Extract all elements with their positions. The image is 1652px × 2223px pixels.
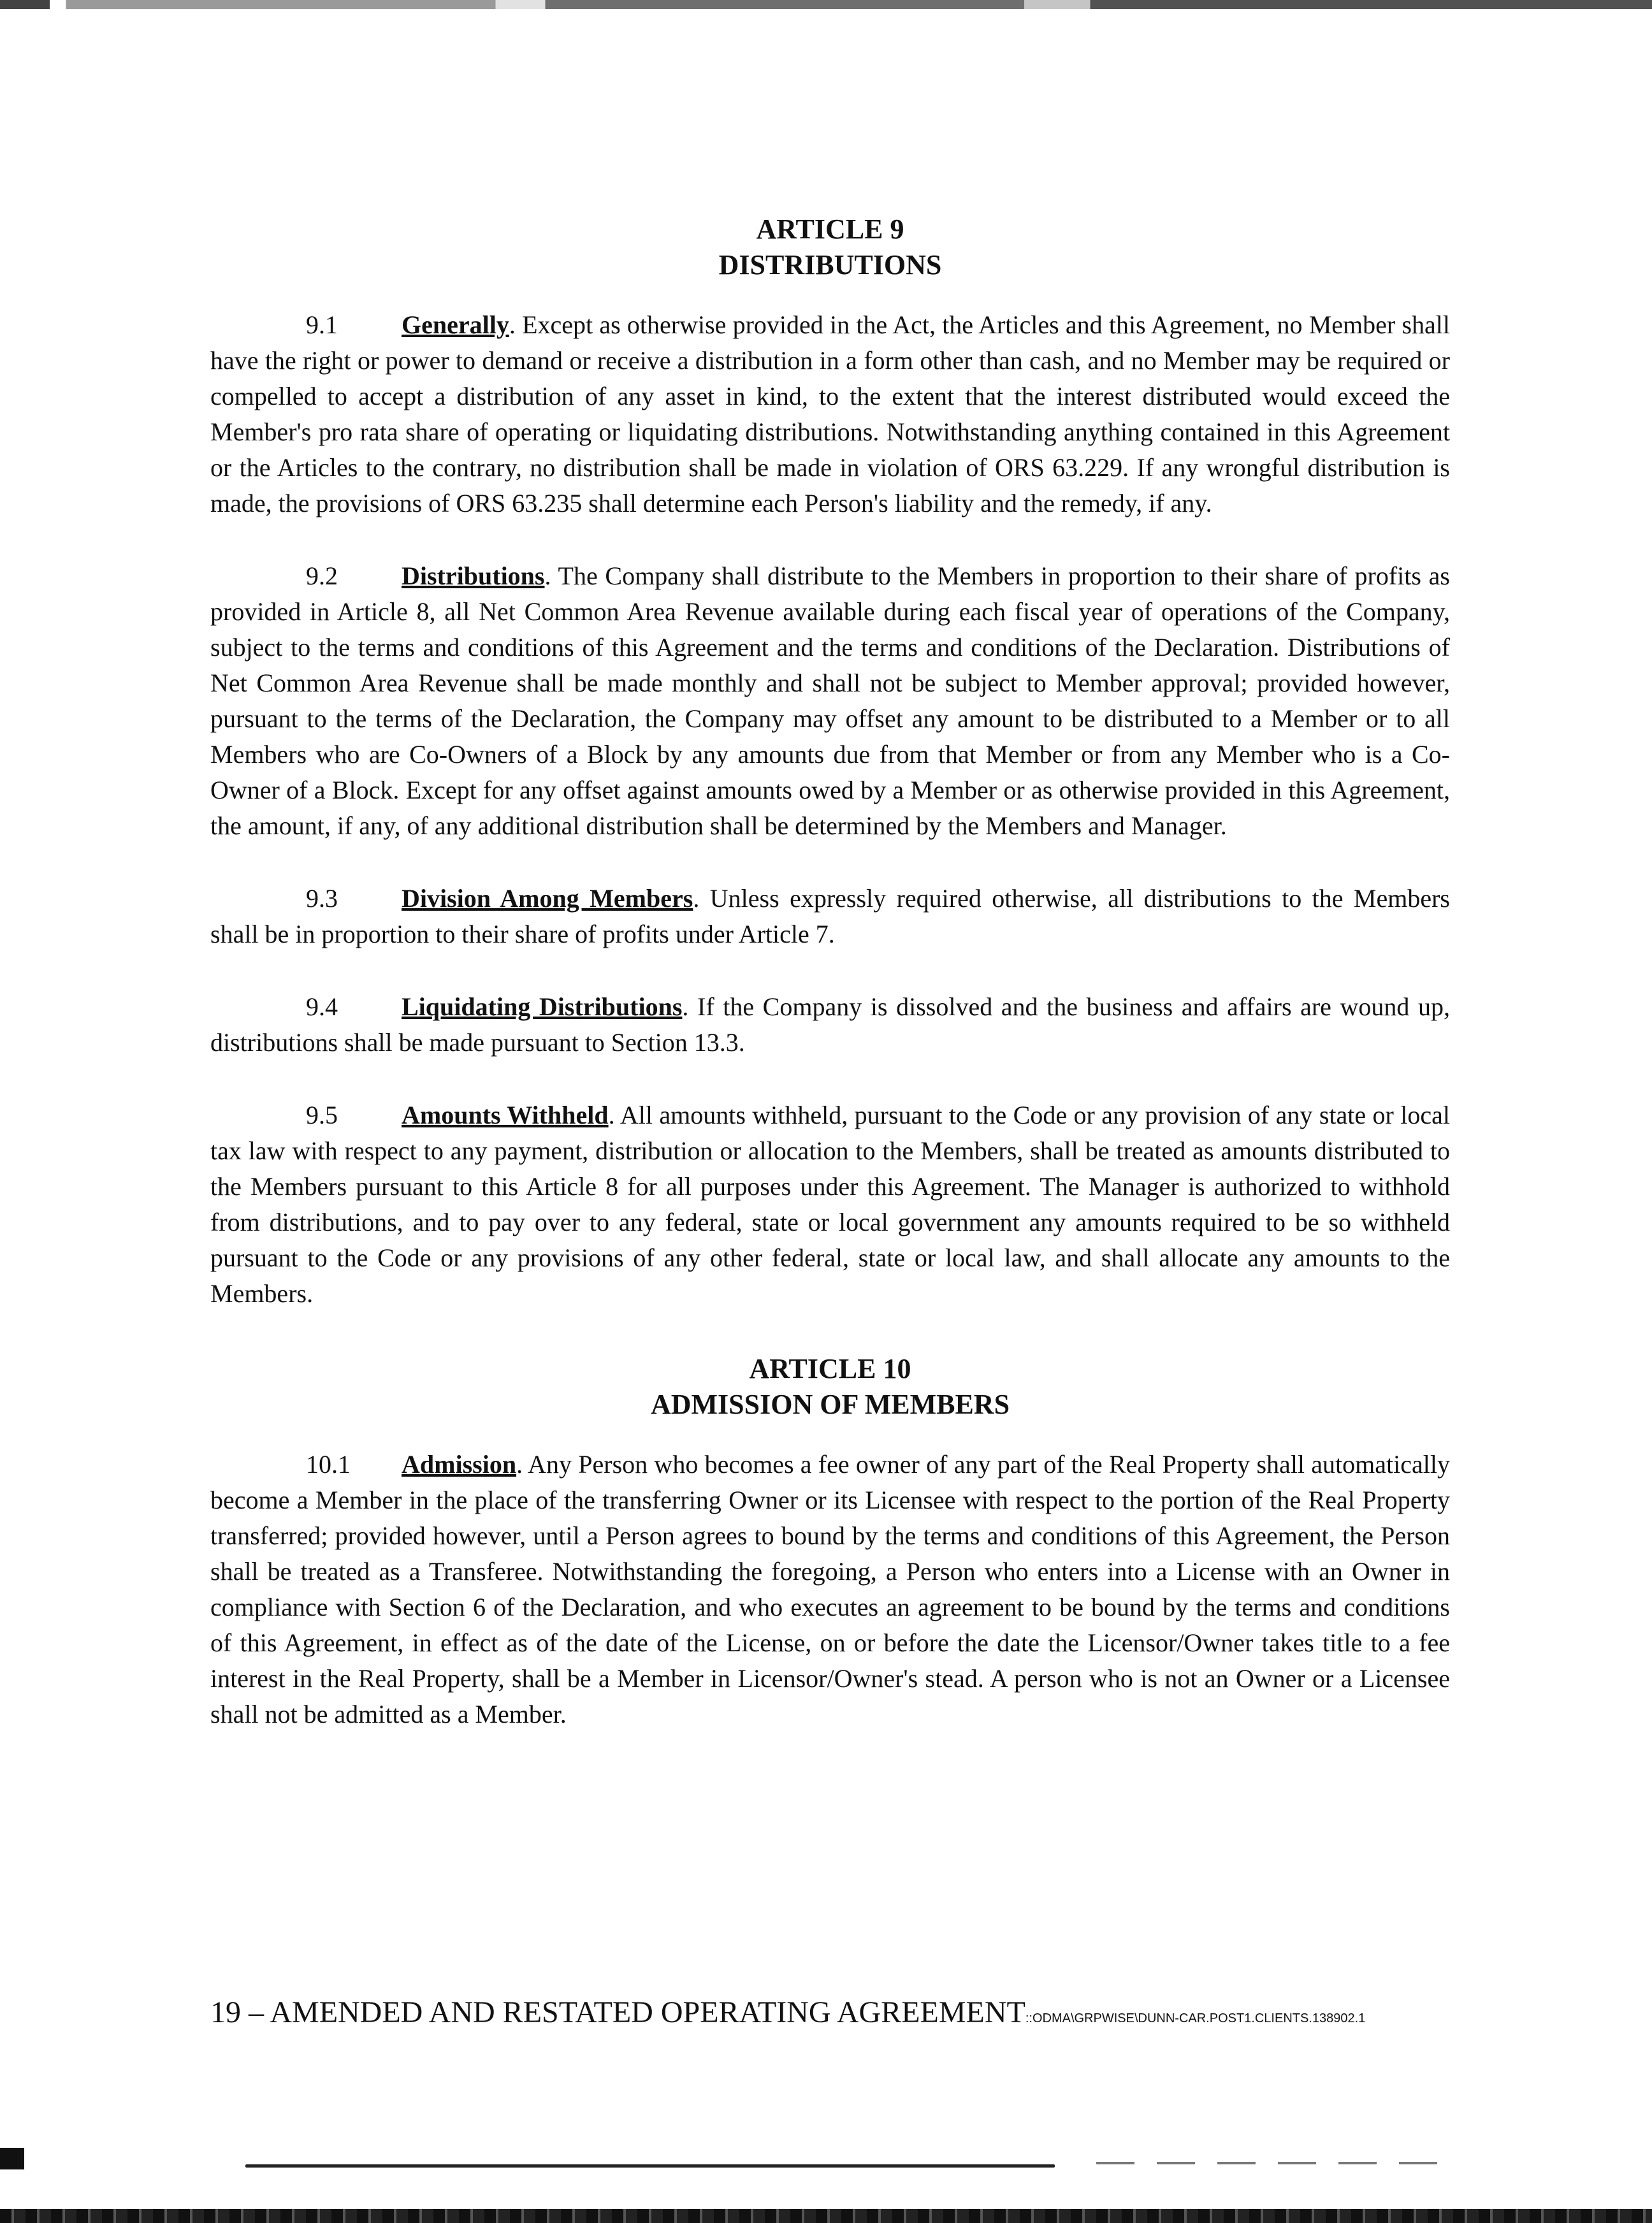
section-number: 9.2 [306, 561, 338, 590]
article-number: ARTICLE 10 [749, 1353, 911, 1384]
section-10-1: 10.1 Admission. Any Person who becomes a fee owner of any part of the Real Property shall automatically become a Member in the place of the transferring Owner or its Licensee with respect to the portion of the Real Property transferred; provided however, until a Person agrees to bound by the terms and conditions of this Agreement, the Person shall be treated as a Transferee. Notwithstanding the foregoing, a Person who enters into a License with an Owner in compliance with Section 6 of the Declaration, and who executes an agreement to be bound by the terms and conditions of this Agreement, in effect as of the date of the License, on or before the date the Licensor/Owner takes title to a fee interest in the Real Property, shall be a Member in Licensor/Owner's stead. A person who is not an Owner or a Licensee shall not be admitted as a Member. [210, 1447, 1450, 1732]
scan-edge-bottom [0, 2209, 1652, 2223]
section-text: If the Company is dissolved and the business and affairs are wound up, distributions shall be made pursuant to Section 13.3. [210, 992, 1450, 1057]
section-number: 9.3 [306, 884, 338, 913]
scan-mark [0, 2148, 24, 2169]
section-9-1: 9.1 Generally. Except as otherwise provided in the Act, the Articles and this Agreement, no Member shall have the right or power to demand or receive a distribution in a form other than cash, and no Member may be required or compelled to accept a distribution of any asset in kind, to the extent that the interest distributed would exceed the Member's pro rata share of operating or liquidating distributions. Notwithstanding anything contained in this Agreement or the Articles to the contrary, no distribution shall be made in violation of ORS 63.229. If any wrongful distribution is made, the provisions of ORS 63.235 shall determine each Person's liability and the remedy, if any. [210, 307, 1450, 521]
scan-rule [245, 2164, 1055, 2168]
document-page [210, 0, 1450, 1758]
section-9-2: 9.2 Distributions. The Company shall distribute to the Members in proportion to their share of profits as provided in Article 8, all Net Common Area Revenue available during each fiscal year of operations of the Company, subject to the terms and conditions of this Agreement and the terms and conditions of the Declaration. Distributions of Net Common Area Revenue shall be made monthly and shall not be subject to Member approval; provided however, pursuant to the terms of the Declaration, the Company may offset any amount to be distributed to a Member or to all Members who are Co-Owners of a Block by any amounts due from that Member or from any Member who is a Co-Owner of a Block. Except for any offset against amounts owed by a Member or as otherwise provided in this Agreement, the amount, if any, of any additional distribution shall be determined by the Members and Manager. [210, 558, 1450, 844]
section-text: Unless expressly required otherwise, all distributions to the Members shall be in proportion to their share of profits under Article 7. [210, 884, 1451, 948]
document-code: ::ODMA\GRPWISE\DUNN-CAR.POST1.CLIENTS.138902.1 [1025, 2011, 1366, 2025]
section-title: Liquidating Distributions [402, 992, 683, 1021]
article-title: DISTRIBUTIONS [718, 249, 942, 280]
section-title: Amounts Withheld [402, 1101, 609, 1129]
section-9-3: 9.3 Division Among Members. Unless expressly required otherwise, all distributions to the Members shall be in proportion to their share of profits under Article 7. [210, 881, 1450, 952]
article-title: ADMISSION OF MEMBERS [650, 1389, 1010, 1420]
page-footer [210, 1994, 1517, 2038]
section-text: All amounts withheld, pursuant to the Code or any provision of any state or local tax law with respect to any payment, distribution or allocation to the Members, shall be treated as amounts distributed to the Members pursuant to this Article 8 for all purposes under this Agreement. The Manager is authorized to withhold from distributions, and to pay over to any federal, state or local government any amounts required to be so withheld pursuant to the Code or any provisions of any other federal, state or local law, and shall allocate any amounts to the Members. [210, 1101, 1450, 1308]
article-number: ARTICLE 9 [756, 214, 904, 245]
section-title: Generally [402, 310, 509, 339]
section-9-5: 9.5 Amounts Withheld. All amounts withheld, pursuant to the Code or any provision of any state or local tax law with respect to any payment, distribution or allocation to the Members, shall be treated as amounts distributed to the Members pursuant to this Article 8 for all purposes under this Agreement. The Manager is authorized to withhold from distributions, and to pay over to any federal, state or local government any amounts required to be so withheld pursuant to the Code or any provisions of any other federal, state or local law, and shall allocate any amounts to the Members. [210, 1097, 1450, 1312]
section-text: Except as otherwise provided in the Act, the Articles and this Agreement, no Member shall have the right or power to demand or receive a distribution in a form other than cash, and no Member may be required or compelled to accept a distribution of any asset in kind, to the extent that the interest distributed would exceed the Member's pro rata share of operating or liquidating distributions. Notwithstanding anything contained in this Agreement or the Articles to the contrary, no distribution shall be made in violation of ORS 63.229. If any wrongful distribution is made, the provisions of ORS 63.235 shall determine each Person's liability and the remedy, if any. [210, 310, 1451, 518]
section-title: Distributions [402, 561, 545, 590]
section-title: Admission [402, 1450, 517, 1479]
article-10-heading [210, 1351, 1450, 1423]
article-9-heading [210, 212, 1450, 283]
section-number: 9.1 [306, 310, 338, 339]
section-title: Division Among Members [402, 884, 693, 913]
section-number: 9.5 [306, 1101, 338, 1129]
section-number: 10.1 [306, 1450, 351, 1479]
page-label: 19 – AMENDED AND RESTATED OPERATING AGREEMENT [210, 1995, 1025, 2029]
section-9-4: 9.4 Liquidating Distributions. If the Company is dissolved and the business and affairs are wound up, distributions shall be made pursuant to Section 13.3. [210, 989, 1450, 1061]
section-text: The Company shall distribute to the Members in proportion to their share of profits as provided in Article 8, all Net Common Area Revenue available during each fiscal year of operations of the Company, subject to the terms and conditions of this Agreement and the terms and conditions of the Declaration. Distributions of Net Common Area Revenue shall be made monthly and shall not be subject to Member approval; provided however, pursuant to the terms of the Declaration, the Company may offset any amount to be distributed to a Member or to all Members who are Co-Owners of a Block by any amounts due from that Member or from any Member who is a Co-Owner of a Block. Except for any offset against amounts owed by a Member or as otherwise provided in this Agreement, the amount, if any, of any additional distribution shall be determined by the Members and Manager. [210, 561, 1451, 840]
section-number: 9.4 [306, 992, 338, 1021]
section-text: Any Person who becomes a fee owner of any part of the Real Property shall automatically become a Member in the place of the transferring Owner or its Licensee with respect to the portion of the Real Property transferred; provided however, until a Person agrees to bound by the terms and conditions of this Agreement, the Person shall be treated as a Transferee. Notwithstanding the foregoing, a Person who enters into a License with an Owner in compliance with Section 6 of the Declaration, and who executes an agreement to be bound by the terms and conditions of this Agreement, in effect as of the date of the License, on or before the date the Licensor/Owner takes title to a fee interest in the Real Property, shall be a Member in Licensor/Owner's stead. A person who is not an Owner or a Licensee shall not be admitted as a Member. [210, 1450, 1450, 1728]
scan-dashes [1096, 2162, 1453, 2164]
